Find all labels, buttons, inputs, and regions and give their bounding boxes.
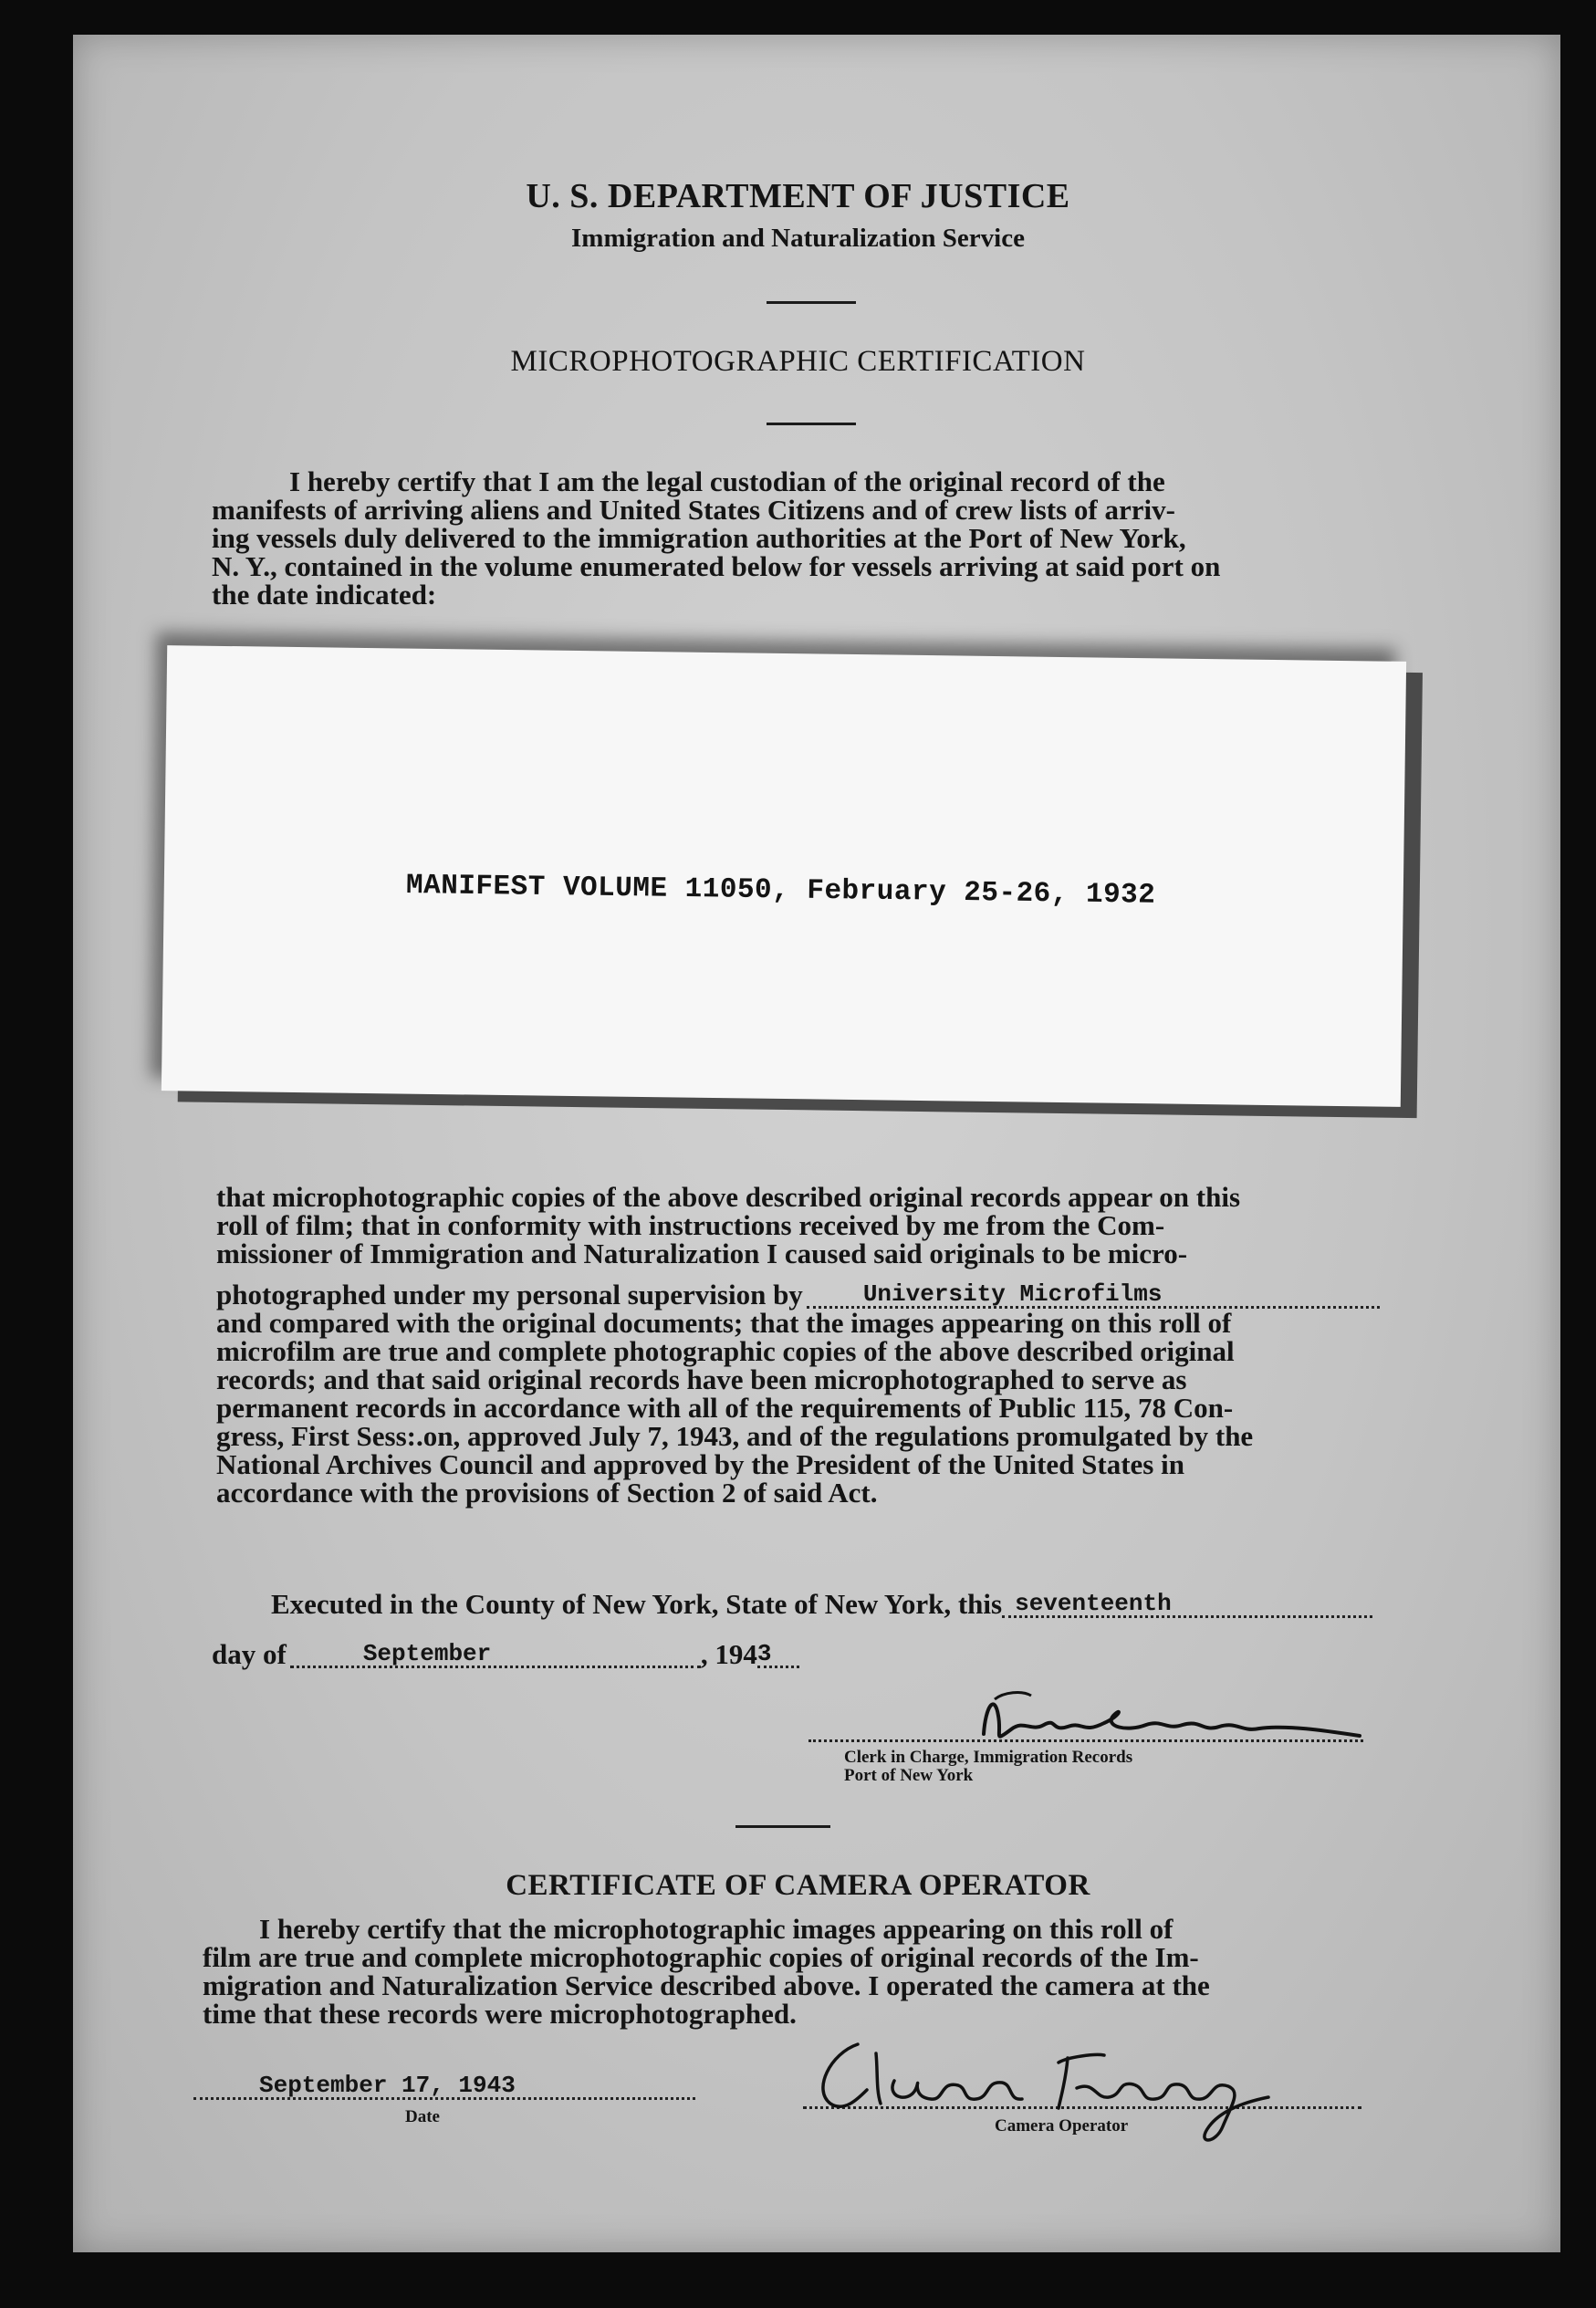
department-heading: U. S. DEPARTMENT OF JUSTICE [526, 177, 1070, 215]
form-title: MICROPHOTOGRAPHIC CERTIFICATION [510, 345, 1086, 378]
body-line: records; and that said original records have been microphotographed to serve as [216, 1363, 1187, 1395]
executed-prefix: Executed in the County of New York, State of New York, this [271, 1588, 1003, 1620]
intro-line: the date indicated: [212, 579, 437, 611]
body-line: accordance with the provisions of Section 2 of said Act. [216, 1477, 878, 1509]
camera-line: time that these records were microphotographed. [203, 1998, 797, 2030]
volume-label: MANIFEST VOLUME 11050, February 25-26, 1932 [405, 870, 1156, 912]
body-line: permanent records in accordance with all of the requirements of Public 115, 78 Con- [216, 1392, 1234, 1424]
supervision-prefix: photographed under my personal supervision by [216, 1279, 803, 1311]
body-line: and compared with the original documents; that the images appearing on this roll of [216, 1307, 1232, 1339]
intro-line: ing vessels duly delivered to the immigration authorities at the Port of New York, [212, 522, 1186, 554]
date-value: September 17, 1943 [259, 2072, 516, 2099]
day-value: seventeenth [1015, 1590, 1172, 1617]
title-divider [767, 423, 856, 425]
camera-line: I hereby certify that the microphotographic images appearing on this roll of [259, 1913, 1174, 1945]
day-of-line [212, 1640, 799, 1668]
date-label: Date [405, 2107, 440, 2126]
date-line [193, 2072, 695, 2100]
year-prefix: , 194 [700, 1638, 757, 1670]
clerk-signature [967, 1679, 1369, 1752]
supervisor-value: University Microfilms [862, 1280, 1163, 1308]
camera-paragraph [203, 1915, 1364, 2028]
day-field [1002, 1592, 1372, 1618]
month-value: September [362, 1640, 492, 1667]
camera-certificate-title: CERTIFICATE OF CAMERA OPERATOR [506, 1869, 1090, 1902]
executed-line [271, 1590, 1372, 1618]
day-of-label: day of [212, 1638, 287, 1670]
intro-line: manifests of arriving aliens and United States Citizens and of crew lists of arriv- [212, 494, 1175, 526]
body-line: roll of film; that in conformity with instructions received by me from the Com- [216, 1209, 1165, 1241]
body-paragraph [216, 1183, 1380, 1507]
supervisor-field [807, 1280, 1380, 1309]
month-field [290, 1642, 701, 1668]
camera-line: film are true and complete microphotographic copies of original records of the Im- [203, 1941, 1199, 1973]
body-line: National Archives Council and approved by the President of the United States in [216, 1448, 1184, 1480]
body-line: gress, First Sess:.on, approved July 7, 1943, and of the regulations promulgated by the [216, 1420, 1254, 1452]
service-subheading: Immigration and Naturalization Service [571, 224, 1025, 253]
intro-line: N. Y., contained in the volume enumerated below for vessels arriving at said port on [212, 550, 1221, 582]
body-line: microfilm are true and complete photographic copies of the above described original [216, 1335, 1235, 1367]
camera-line: migration and Naturalization Service described above. I operated the camera at the [203, 1969, 1210, 2001]
intro-paragraph [212, 467, 1389, 609]
year-digit: 3 [756, 1640, 772, 1667]
body-line: missioner of Immigration and Naturalization I caused said originals to be micro- [216, 1238, 1188, 1269]
supervision-line [216, 1280, 1380, 1309]
body-line: that microphotographic copies of the above described original records appear on this [216, 1181, 1241, 1213]
intro-line: I hereby certify that I am the legal custodian of the original record of the [289, 465, 1165, 497]
header-divider [767, 301, 856, 304]
year-field [757, 1642, 799, 1668]
operator-label: Camera Operator [995, 2116, 1129, 2136]
section-divider [735, 1825, 830, 1828]
clerk-caption: Clerk in Charge, Immigration Records Port of New York [844, 1748, 1133, 1785]
